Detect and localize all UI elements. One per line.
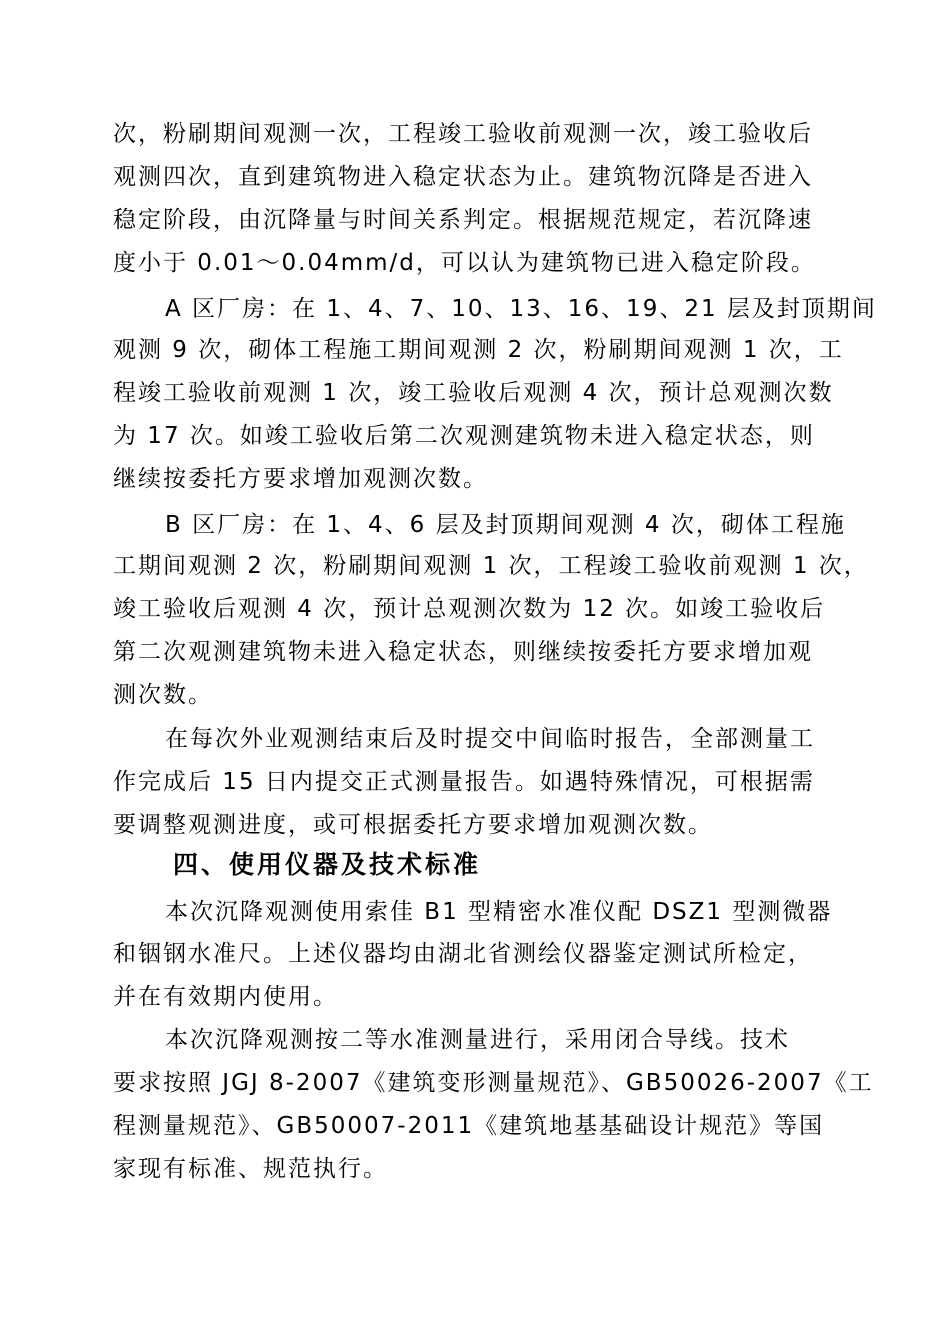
text-line: A 区厂房：在 1、4、7、10、13、16、19、21 层及封顶期间 [165,296,877,322]
text-line: 为 17 次。如竣工验收后第二次观测建筑物未进入稳定状态，则 [113,423,815,449]
text-line: 竣工验收后观测 4 次，预计总观测次数为 12 次。如竣工验收后 [113,596,826,622]
text-line: 继续按委托方要求增加观测次数。 [113,466,488,492]
text-line: 程测量规范》、GB50007-2011《建筑地基基础设计规范》等国 [113,1113,825,1139]
text-line: 第二次观测建筑物未进入稳定状态，则继续按委托方要求增加观 [113,639,813,665]
text-line: 和铟钢水准尺。上述仪器均由湖北省测绘仪器鉴定测试所检定， [113,941,813,967]
text-line: 并在有效期内使用。 [113,984,338,1010]
text-line: 稳定阶段，由沉降量与时间关系判定。根据规范规定，若沉降速 [113,207,813,233]
text-line: 本次沉降观测使用索佳 B1 型精密水准仪配 DSZ1 型测微器 [165,899,833,925]
text-line: 度小于 0.01～0.04mm/d，可以认为建筑物已进入稳定阶段。 [113,250,816,276]
text-line: 在每次外业观测结束后及时提交中间临时报告，全部测量工 [165,726,815,752]
text-line: 观测四次，直到建筑物进入稳定状态为止。建筑物沉降是否进入 [113,164,813,190]
text-line: 本次沉降观测按二等水准测量进行，采用闭合导线。技术 [165,1027,790,1053]
text-line: 要求按照 JGJ 8-2007《建筑变形测量规范》、GB50026-2007《工 [113,1070,874,1096]
text-line: 测次数。 [113,682,213,708]
text-line: 工期间观测 2 次，粉刷期间观测 1 次，工程竣工验收前观测 1 次， [113,553,869,579]
text-line: 要调整观测进度，或可根据委托方要求增加观测次数。 [113,812,713,838]
text-line: B 区厂房：在 1、4、6 层及封顶期间观测 4 次，砌体工程施 [165,512,846,538]
text-line: 作完成后 15 日内提交正式测量报告。如遇特殊情况，可根据需 [113,769,815,795]
text-line: 家现有标准、规范执行。 [113,1156,388,1182]
text-line: 次，粉刷期间观测一次，工程竣工验收前观测一次，竣工验收后 [113,121,813,147]
text-line: 观测 9 次，砌体工程施工期间观测 2 次，粉刷期间观测 1 次，工 [113,337,844,363]
text-line: 程竣工验收前观测 1 次，竣工验收后观测 4 次，预计总观测次数 [113,380,834,406]
section-heading: 四、使用仪器及技术标准 [173,850,482,879]
